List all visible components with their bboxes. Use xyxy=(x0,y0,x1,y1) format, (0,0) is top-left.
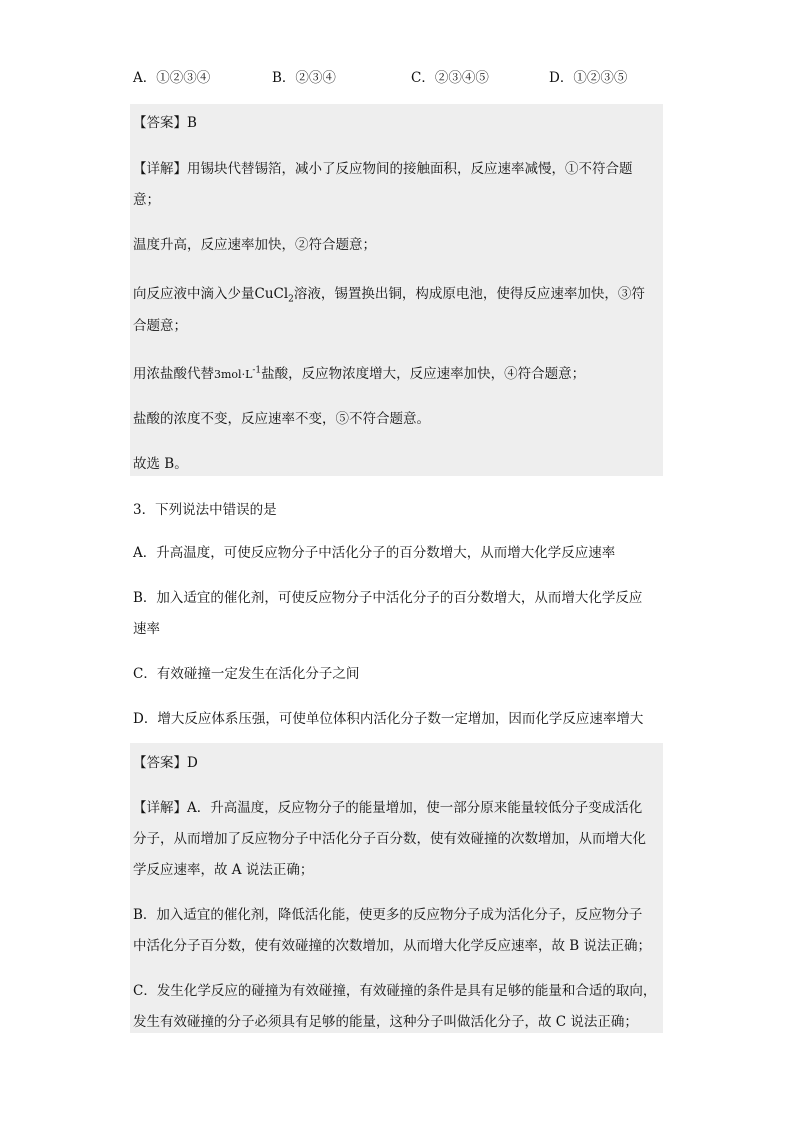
option-d: D．增大反应体系压强，可使单位体积内活化分子数一定增加，因而化学反应速率增大 xyxy=(133,711,644,727)
detail-text: 盐酸，反应物浓度增大，反应速率加快，④符合题意； xyxy=(261,366,586,382)
detail-line: 盐酸的浓度不变，反应速率不变，⑤不符合题意。 xyxy=(133,411,430,427)
detail-line: 故选 B。 xyxy=(133,456,188,472)
detail-line: 中活化分子百分数，使有效碰撞的次数增加，从而增大化学反应速率，故 B 说法正确； xyxy=(133,938,652,954)
detail-line xyxy=(133,362,585,382)
question-stem: 3．下列说法中错误的是 xyxy=(133,502,277,518)
option-b-continued: 速率 xyxy=(133,621,160,637)
answer-label-q3: 【答案】D xyxy=(133,755,198,771)
chem-subscript: 2 xyxy=(288,294,294,305)
detail-line: 【详解】用锡块代替锡箔，减小了反应物间的接触面积，反应速率减慢，①不符合题 xyxy=(133,161,633,177)
detail-line: 意； xyxy=(133,192,160,208)
detail-line: 温度升高，反应速率加快，②符合题意； xyxy=(133,237,376,253)
detail-line: B．加入适宜的催化剂，降低活化能，使更多的反应物分子成为活化分子，反应物分子 xyxy=(133,907,643,923)
detail-text: 向反应液中滴入少量 xyxy=(133,286,255,302)
detail-line xyxy=(133,282,645,305)
detail-text: 用浓盐酸代替 xyxy=(133,366,214,382)
detail-line: 【详解】A．升高温度，反应物分子的能量增加，使一部分原来能量较低分子变成活化 xyxy=(133,800,643,816)
answer-label-q2: 【答案】B xyxy=(133,115,197,131)
detail-text: 溶液，锡置换出铜，构成原电池，使得反应速率加快，③符 xyxy=(293,286,645,302)
concentration-exponent: -1 xyxy=(252,365,262,376)
concentration: 3mol·L xyxy=(214,368,253,381)
detail-line: C．发生化学反应的碰撞为有效碰撞，有效碰撞的条件是具有足够的能量和合适的取向， xyxy=(133,983,657,999)
option-b: B．加入适宜的催化剂，可使反应物分子中活化分子的百分数增大，从而增大化学反应 xyxy=(133,590,643,606)
option-d: D．①②③⑤ xyxy=(549,70,628,86)
chem-formula: CuCl xyxy=(254,286,289,302)
option-c: C．②③④⑤ xyxy=(411,70,489,86)
detail-line: 合题意； xyxy=(133,318,187,334)
detail-line: 学反应速率，故 A 说法正确； xyxy=(133,862,314,878)
option-c: C．有效碰撞一定发生在活化分子之间 xyxy=(133,666,360,682)
option-a: A．①②③④ xyxy=(133,70,211,86)
detail-line: 分子，从而增加了反应物分子中活化分子百分数，使有效碰撞的次数增加，从而增大化 xyxy=(133,831,646,847)
option-b: B．②③④ xyxy=(272,70,336,86)
option-a: A．升高温度，可使反应物分子中活化分子的百分数增大，从而增大化学反应速率 xyxy=(133,545,616,561)
detail-line: 发生有效碰撞的分子必须具有足够的能量，这种分子叫做活化分子，故 C 说法正确； xyxy=(133,1014,638,1030)
